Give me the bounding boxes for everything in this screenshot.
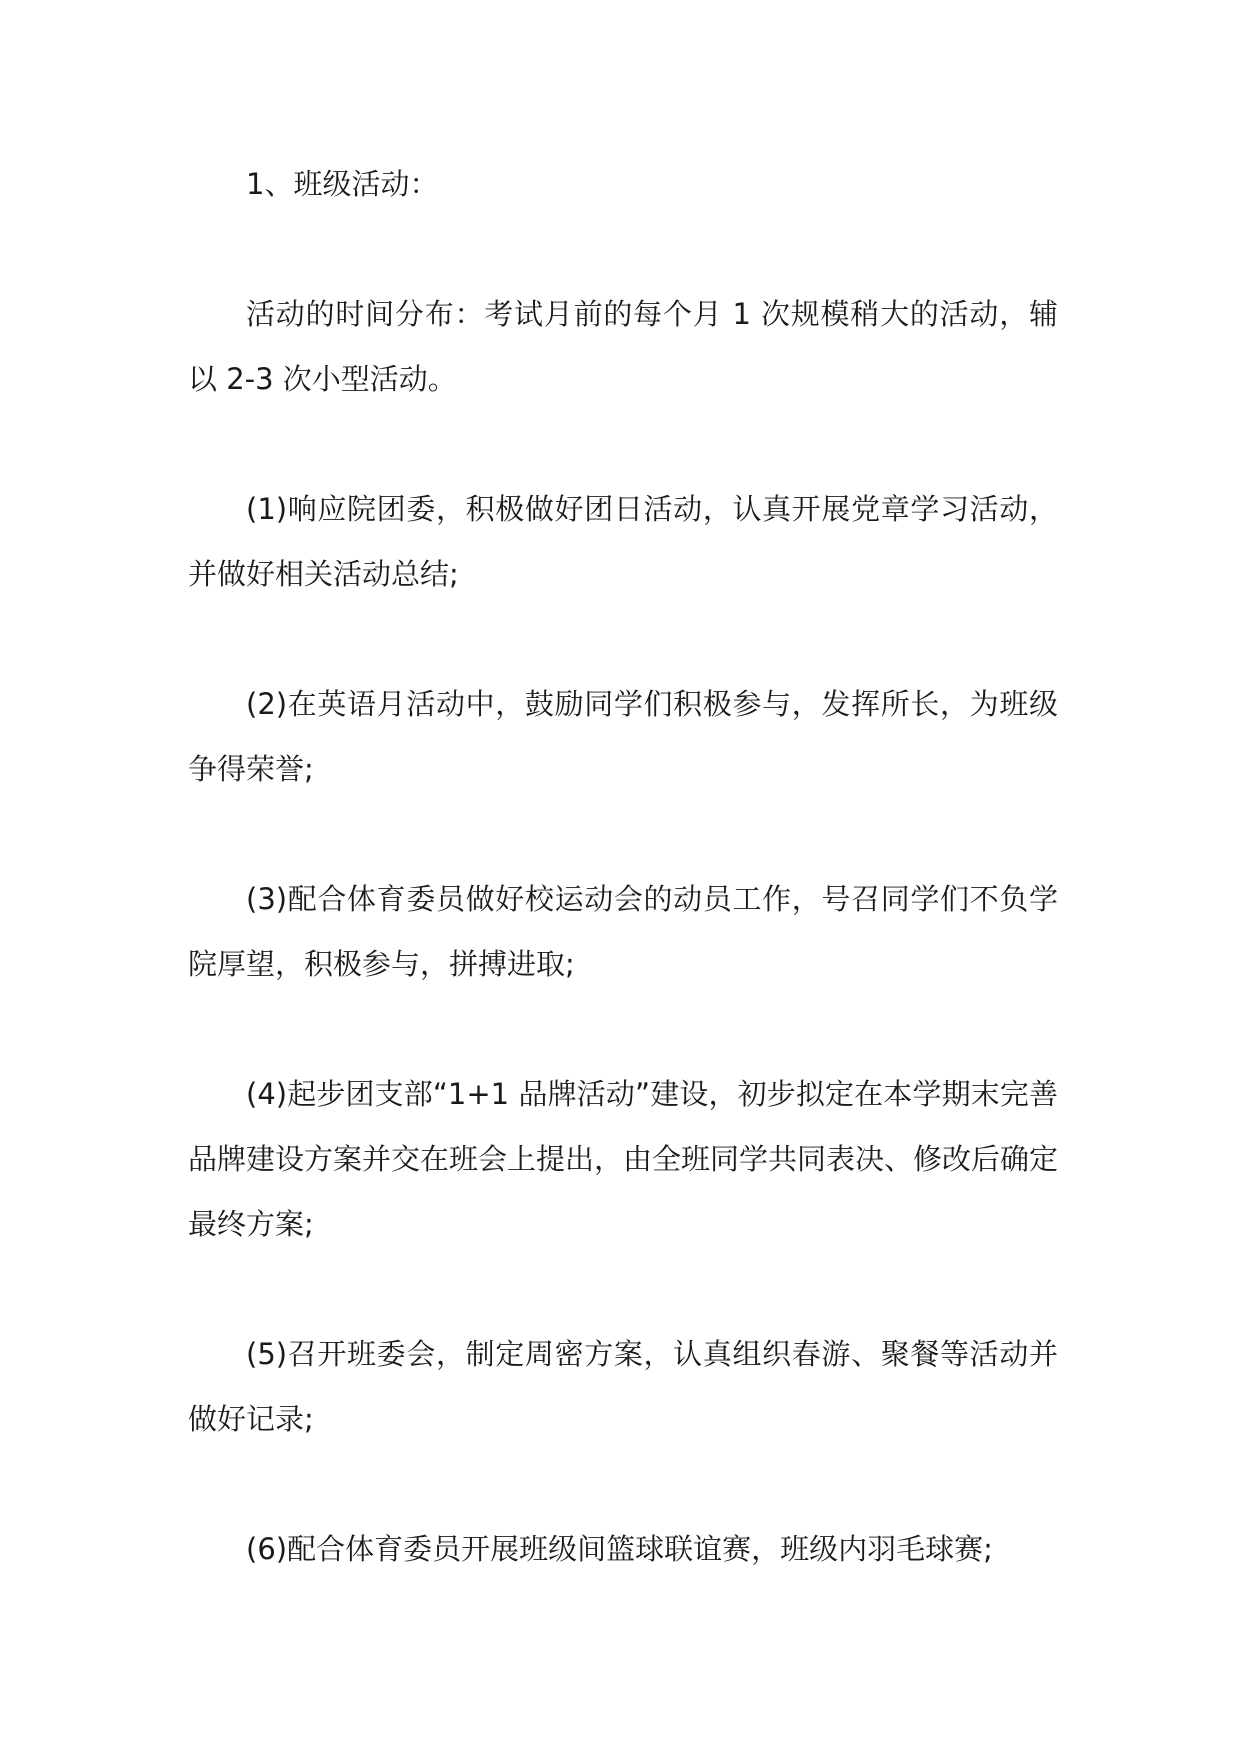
paragraph-item-4: (4)起步团支部“1+1 品牌活动”建设，初步拟定在本学期末完善品牌建设方案并交在班会上提出，由全班同学共同表决、修改后确定最终方案; — [188, 1077, 1059, 1241]
paragraph-item-3: (3)配合体育委员做好校运动会的动员工作，号召同学们不负学院厚望，积极参与，拼搏进取; — [188, 882, 1058, 981]
paragraph-time-distribution: 活动的时间分布：考试月前的每个月 1 次规模稍大的活动，辅以 2-3 次小型活动。 — [188, 297, 1058, 396]
paragraph-item-2: (2)在英语月活动中，鼓励同学们积极参与，发挥所长，为班级争得荣誉; — [188, 687, 1058, 786]
paragraph-item-6: (6)配合体育委员开展班级间篮球联谊赛，班级内羽毛球赛; — [246, 1532, 993, 1566]
paragraph-item-1: (1)响应院团委，积极做好团日活动，认真开展党章学习活动，并做好相关活动总结; — [188, 492, 1058, 591]
document-body — [188, 152, 1058, 1582]
section-heading: 1、班级活动： — [246, 167, 439, 201]
paragraph-item-5: (5)召开班委会，制定周密方案，认真组织春游、聚餐等活动并做好记录; — [188, 1337, 1058, 1436]
